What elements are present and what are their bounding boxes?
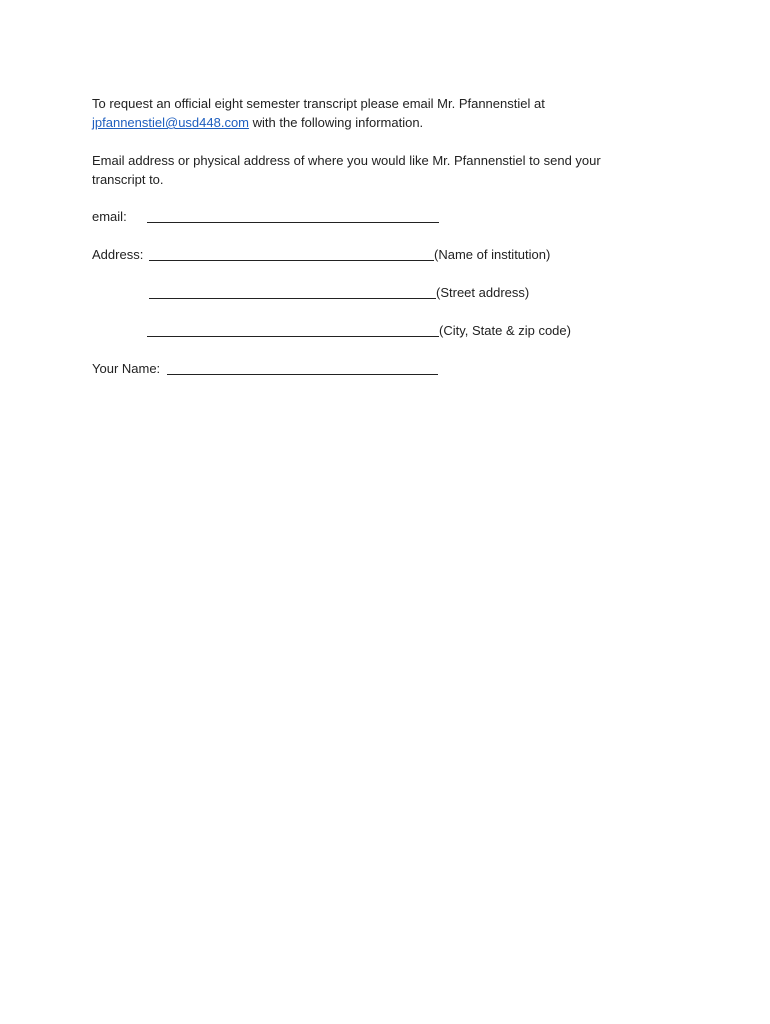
address-label: Address: <box>92 247 144 262</box>
email-field[interactable] <box>147 222 439 223</box>
institution-hint: (Name of institution) <box>434 247 551 262</box>
instructions-line-1: Email address or physical address of where you would like Mr. Pfannenstiel to send your <box>92 153 601 168</box>
intro-line-2-rest: with the following information. <box>249 115 424 130</box>
street-hint: (Street address) <box>436 285 530 300</box>
your-name-label: Your Name: <box>92 361 161 376</box>
email-link[interactable]: jpfannenstiel@usd448.com <box>92 115 250 130</box>
city-state-zip-hint: (City, State & zip code) <box>439 323 571 338</box>
instructions-line-2: transcript to. <box>92 172 164 187</box>
email-label: email: <box>92 209 127 224</box>
your-name-field[interactable] <box>167 374 438 375</box>
intro-line-1: To request an official eight semester transcript please email Mr. Pfannenstiel at <box>92 96 545 111</box>
institution-field[interactable] <box>149 260 434 261</box>
city-state-zip-field[interactable] <box>147 336 439 337</box>
street-field[interactable] <box>149 298 436 299</box>
intro-line-2 <box>92 114 423 132</box>
